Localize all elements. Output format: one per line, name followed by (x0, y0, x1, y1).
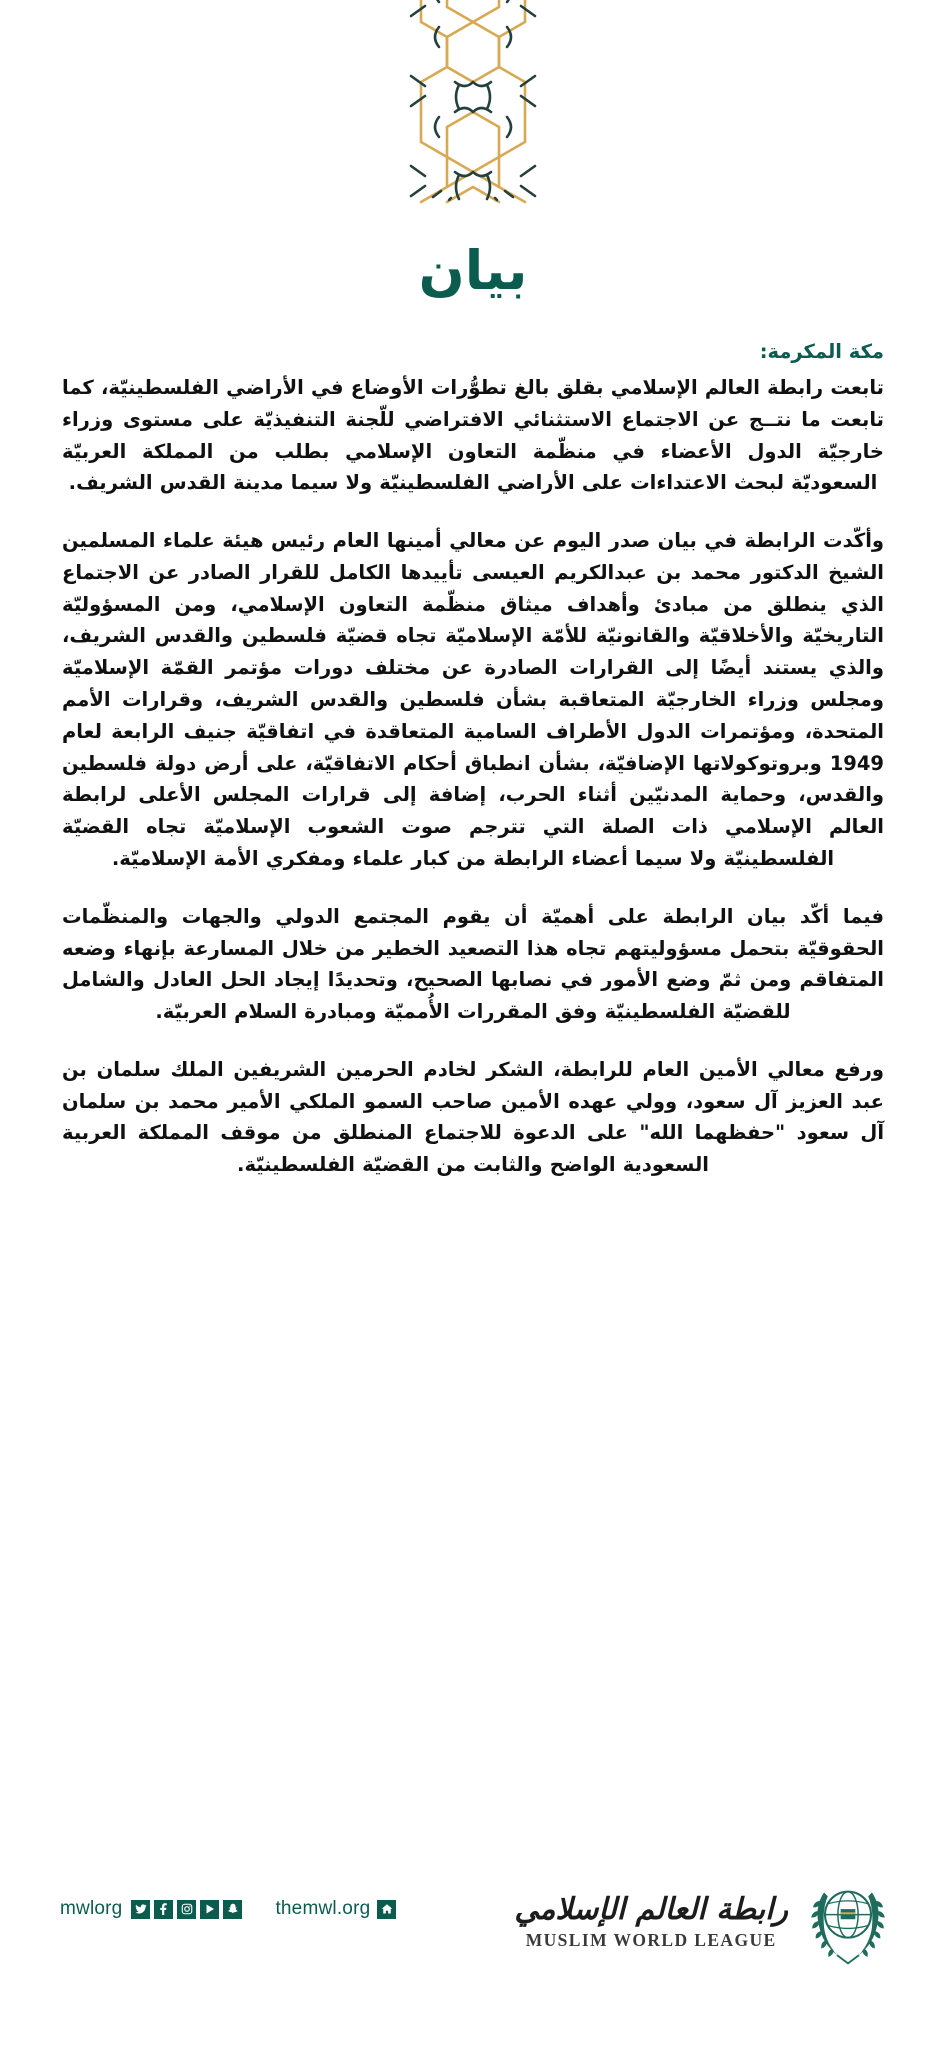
facebook-icon[interactable] (154, 1900, 173, 1919)
header-ornament (403, 0, 543, 205)
statement-body (62, 340, 884, 1181)
logo-english-name: MUSLIM WORLD LEAGUE (525, 1930, 777, 1950)
home-icon[interactable] (377, 1900, 396, 1919)
social-handle: mwlorg (60, 1898, 123, 1919)
paragraph-2: وأكّدت الرابطة في بيان صدر اليوم عن معالي أمينها العام رئيس هيئة علماء المسلمين الشيخ الدكتور محمد بن عبدالكريم العيسى تأييدها الكامل للقرار الصادر عن الاجتماع الذي ينطلق من مبادئ وأهداف ميثاق منظّمة التعاون الإسلامي، ومن المسؤوليّة التاريخيّة والأخلاقيّة والقانونيّة للأمّة الإسلاميّة تجاه قضيّة فلسطين والقدس الشريف، والذي يستند أيضًا إلى القرارات الصادرة عن مختلف دورات مؤتمر القمّة الإسلاميّة ومجلس وزراء الخارجيّة المتعاقبة بشأن فلسطين والقدس الشريف، وقرارات الأمم المتحدة، ومؤتمرات الدول الأطراف السامية المتعاقدة في اتفاقيّة جنيف الرابعة لعام 1949 وبروتوكولاتها الإضافيّة، بشأن انطباق أحكام الاتفاقيّة، على أرض دولة فلسطين والقدس، وحماية المدنيّين أثناء الحرب، إضافة إلى قرارات المجلس الأعلى لرابطة العالم الإسلامي ذات الصلة التي تترجم صوت الشعوب الإسلاميّة تجاه القضيّة الفلسطينيّة ولا سيما أعضاء الرابطة من كبار علماء ومفكري الأمة الإسلاميّة. (62, 529, 884, 870)
social-icon-row (131, 1900, 242, 1919)
website-link-group (275, 1898, 396, 1920)
website-url[interactable]: themwl.org (275, 1898, 371, 1919)
snapchat-icon[interactable] (223, 1900, 242, 1919)
footer (0, 1892, 946, 2048)
mwl-emblem-icon (802, 1876, 894, 1968)
organization-logo (514, 1876, 894, 1968)
youtube-icon[interactable] (200, 1900, 219, 1919)
ornament-pattern (403, 0, 543, 205)
dateline: مكة المكرمة: (759, 340, 884, 363)
paragraph-4: ورفع معالي الأمين العام للرابطة، الشكر لخادم الحرمين الشريفين الملك سلمان بن عبد العزيز آل سعود، وولي عهده الأمين صاحب السمو الملكي الأمير محمد بن سلمان آل سعود "حفظهما الله" على الدعوة للاجتماع المنطلق من موقف المملكة العربية السعودية الواضح والثابت من القضيّة الفلسطينيّة. (62, 1057, 884, 1177)
instagram-icon[interactable] (177, 1900, 196, 1919)
paragraph-3: فيما أكّد بيان الرابطة على أهميّة أن يقوم المجتمع الدولي والجهات والمنظّمات الحقوقيّة بتحمل مسؤوليتهم تجاه هذا التصعيد الخطير من خلال المسارعة بإنهاء وضعه المتفاقم ومن ثمّ وضع الأمور في نصابها الصحيح، وتحديدًا إيجاد الحل العادل والشامل للقضيّة الفلسطينيّة وفق المقررات الأُمميّة ومبادرة السلام العربيّة. (62, 904, 884, 1024)
social-links (60, 1898, 396, 1920)
logo-arabic-name: رابطة العالم الإسلامي (514, 1892, 788, 1927)
page-title: بيان (418, 239, 528, 302)
twitter-icon[interactable] (131, 1900, 150, 1919)
paragraph-1: تابعت رابطة العالم الإسلامي بقلق بالغ تطوُّرات الأوضاع في الأراضي الفلسطينيّة، كما تابعت ما نتــج عن الاجتماع الاستثنائي الافتراضي للّجنة التنفيذيّة على مستوى وزراء خارجيّة الدول الأعضاء في منظّمة التعاون الإسلامي بطلب من المملكة العربيّة السعوديّة لبحث الاعتداءات على الأراضي الفلسطينيّة ولا سيما مدينة القدس الشريف. (62, 376, 884, 495)
